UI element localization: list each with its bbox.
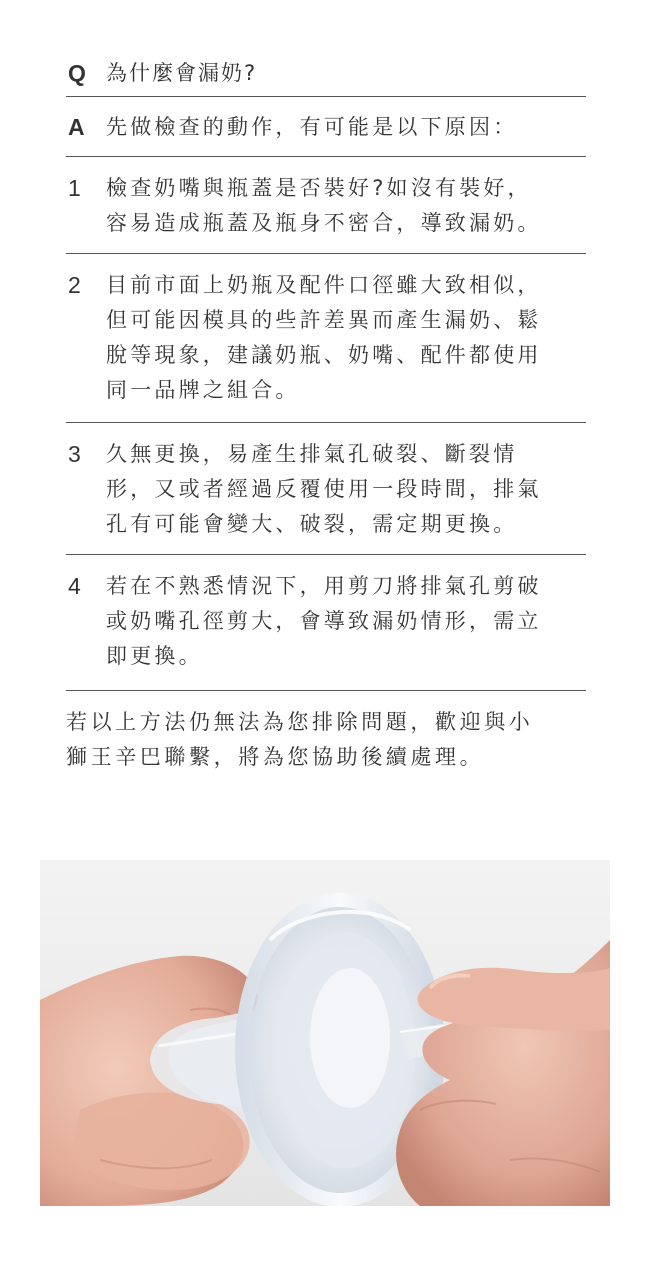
cause-line: 目前市面上奶瓶及配件口徑雖大致相似， (106, 273, 542, 297)
closing-line: 獅王辛巴聯繫，將為您協助後續處理。 (66, 745, 485, 769)
cause-line: 檢查奶嘴與瓶蓋是否裝好?如沒有裝好， (106, 176, 532, 200)
closing-line: 若以上方法仍無法為您排除問題，歡迎與小 (66, 710, 534, 734)
cause-text (106, 437, 586, 542)
cause-item-3 (66, 423, 586, 555)
cause-text (106, 268, 586, 408)
cause-line: 即更換。 (106, 644, 203, 668)
cause-line: 孔有可能會變大、破裂，需定期更換。 (106, 512, 518, 536)
cause-number: 3 (68, 441, 81, 467)
question-text: 為什麼會漏奶? (106, 61, 258, 85)
cause-line: 容易造成瓶蓋及瓶身不密合，導致漏奶。 (106, 211, 542, 235)
answer-mark: A (68, 114, 85, 140)
cause-item-1 (66, 157, 586, 254)
cause-line: 或奶嘴孔徑剪大，會導致漏奶情形，需立 (106, 609, 542, 633)
cause-line: 脫等現象，建議奶瓶、奶嘴、配件都使用 (106, 343, 542, 367)
hands-holding-nipple-illustration (40, 860, 610, 1206)
cause-line: 形，又或者經過反覆使用一段時間，排氣 (106, 477, 542, 501)
cause-text (106, 171, 586, 241)
question-row (66, 46, 586, 97)
question-mark: Q (68, 60, 86, 86)
answer-text: 先做檢查的動作，有可能是以下原因： (106, 115, 518, 139)
cause-number: 2 (68, 272, 81, 298)
faq-section (66, 46, 586, 691)
product-photo (40, 860, 610, 1206)
cause-item-2 (66, 254, 586, 423)
closing-note (66, 705, 588, 775)
cause-number: 4 (68, 573, 81, 599)
answer-row (66, 97, 586, 157)
cause-text (106, 569, 586, 674)
cause-line: 同一品牌之組合。 (106, 378, 300, 402)
cause-line: 若在不熟悉情況下，用剪刀將排氣孔剪破 (106, 574, 542, 598)
cause-item-4 (66, 555, 586, 691)
cause-line: 但可能因模具的些許差異而產生漏奶、鬆 (106, 308, 542, 332)
cause-line: 久無更換，易產生排氣孔破裂、斷裂情 (106, 442, 518, 466)
cause-number: 1 (68, 175, 81, 201)
